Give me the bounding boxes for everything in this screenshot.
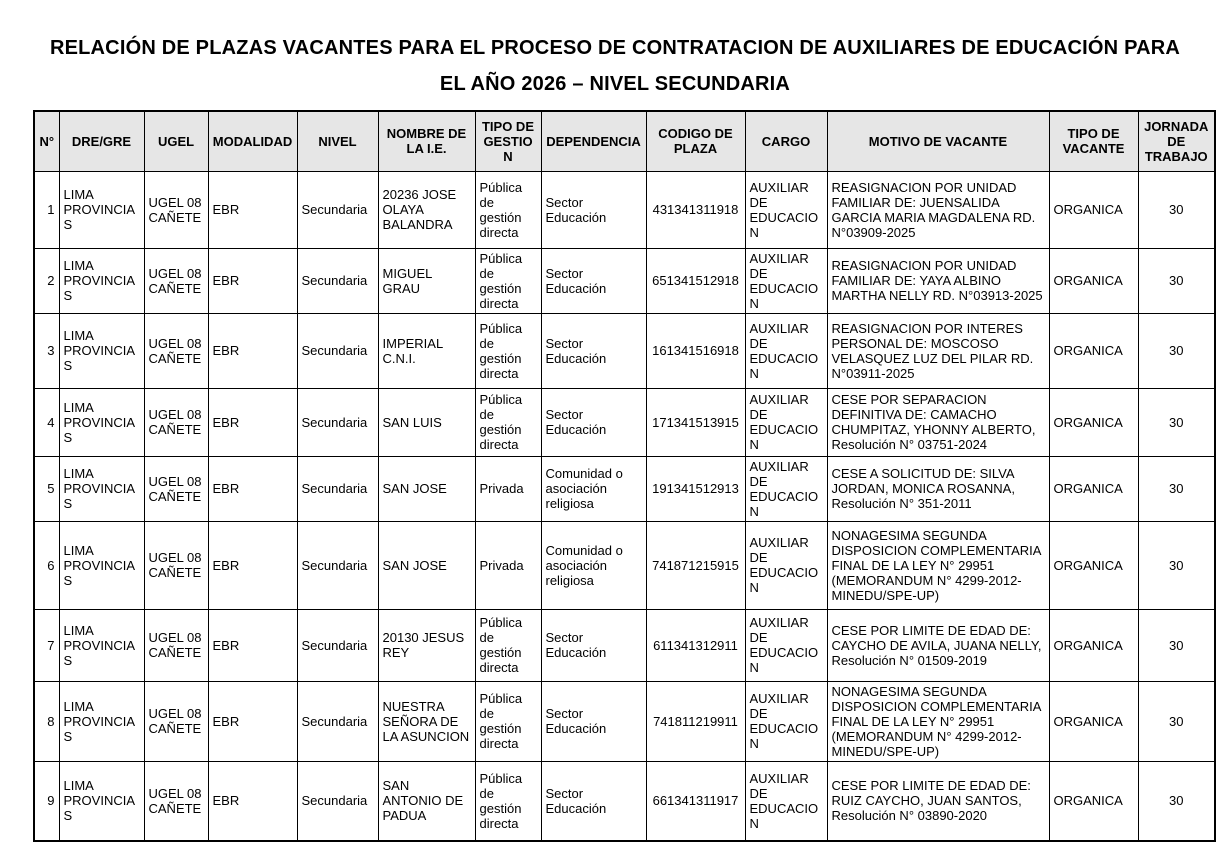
cell-modalidad: EBR <box>208 171 297 248</box>
cell-dependencia: Sector Educación <box>541 313 646 388</box>
cell-n: 8 <box>34 681 59 761</box>
cell-nivel: Secundaria <box>297 388 378 456</box>
vacancies-table <box>33 110 1216 842</box>
cell-codigo_plaza: 741811219911 <box>646 681 745 761</box>
cell-tipo_gestion: Pública de gestión directa <box>475 388 541 456</box>
cell-modalidad: EBR <box>208 388 297 456</box>
cell-modalidad: EBR <box>208 681 297 761</box>
cell-tipo_gestion: Privada <box>475 521 541 609</box>
cell-ugel: UGEL 08 CAÑETE <box>144 313 208 388</box>
cell-modalidad: EBR <box>208 761 297 841</box>
cell-cargo: AUXILIAR DE EDUCACION <box>745 248 827 313</box>
cell-codigo_plaza: 161341516918 <box>646 313 745 388</box>
table-row <box>34 171 1215 248</box>
cell-nombre_ie: 20236 JOSE OLAYA BALANDRA <box>378 171 475 248</box>
cell-dependencia: Sector Educación <box>541 388 646 456</box>
cell-codigo_plaza: 741871215915 <box>646 521 745 609</box>
cell-ugel: UGEL 08 CAÑETE <box>144 456 208 521</box>
cell-motivo_vacante: CESE POR LIMITE DE EDAD DE: CAYCHO DE AVILA, JUANA NELLY, Resolución N° 01509-2019 <box>827 609 1049 681</box>
cell-n: 6 <box>34 521 59 609</box>
table-row <box>34 248 1215 313</box>
cell-tipo_gestion: Pública de gestión directa <box>475 248 541 313</box>
cell-modalidad: EBR <box>208 456 297 521</box>
cell-tipo_vacante: ORGANICA <box>1049 456 1138 521</box>
cell-cargo: AUXILIAR DE EDUCACION <box>745 313 827 388</box>
cell-tipo_vacante: ORGANICA <box>1049 609 1138 681</box>
cell-ugel: UGEL 08 CAÑETE <box>144 248 208 313</box>
cell-tipo_gestion: Pública de gestión directa <box>475 171 541 248</box>
cell-nombre_ie: SAN JOSE <box>378 456 475 521</box>
cell-cargo: AUXILIAR DE EDUCACION <box>745 609 827 681</box>
cell-motivo_vacante: NONAGESIMA SEGUNDA DISPOSICION COMPLEMENTARIA FINAL DE LA LEY N° 29951 (MEMORANDUM N° 4299-2012-MINEDU/SPE-UP) <box>827 681 1049 761</box>
table-row <box>34 521 1215 609</box>
cell-modalidad: EBR <box>208 521 297 609</box>
column-header-tipo_gestion: TIPO DE GESTION <box>475 111 541 171</box>
cell-cargo: AUXILIAR DE EDUCACION <box>745 761 827 841</box>
cell-tipo_vacante: ORGANICA <box>1049 521 1138 609</box>
cell-nivel: Secundaria <box>297 761 378 841</box>
cell-jornada: 30 <box>1138 521 1215 609</box>
cell-n: 2 <box>34 248 59 313</box>
cell-codigo_plaza: 611341312911 <box>646 609 745 681</box>
table-row <box>34 609 1215 681</box>
cell-n: 9 <box>34 761 59 841</box>
column-header-motivo_vacante: MOTIVO DE VACANTE <box>827 111 1049 171</box>
cell-jornada: 30 <box>1138 761 1215 841</box>
table-row <box>34 313 1215 388</box>
cell-tipo_vacante: ORGANICA <box>1049 171 1138 248</box>
cell-ugel: UGEL 08 CAÑETE <box>144 388 208 456</box>
cell-dre_gre: LIMA PROVINCIAS <box>59 313 144 388</box>
cell-nivel: Secundaria <box>297 248 378 313</box>
cell-codigo_plaza: 661341311917 <box>646 761 745 841</box>
cell-dre_gre: LIMA PROVINCIAS <box>59 761 144 841</box>
cell-tipo_vacante: ORGANICA <box>1049 388 1138 456</box>
cell-tipo_vacante: ORGANICA <box>1049 761 1138 841</box>
cell-dependencia: Comunidad o asociación religiosa <box>541 456 646 521</box>
column-header-cargo: CARGO <box>745 111 827 171</box>
cell-nombre_ie: MIGUEL GRAU <box>378 248 475 313</box>
cell-dre_gre: LIMA PROVINCIAS <box>59 521 144 609</box>
cell-codigo_plaza: 431341311918 <box>646 171 745 248</box>
cell-nivel: Secundaria <box>297 313 378 388</box>
cell-modalidad: EBR <box>208 248 297 313</box>
cell-nombre_ie: 20130 JESUS REY <box>378 609 475 681</box>
cell-motivo_vacante: NONAGESIMA SEGUNDA DISPOSICION COMPLEMENTARIA FINAL DE LA LEY N° 29951 (MEMORANDUM N° 4299-2012-MINEDU/SPE-UP) <box>827 521 1049 609</box>
cell-dre_gre: LIMA PROVINCIAS <box>59 171 144 248</box>
cell-nombre_ie: NUESTRA SEÑORA DE LA ASUNCION <box>378 681 475 761</box>
column-header-dre_gre: DRE/GRE <box>59 111 144 171</box>
column-header-jornada: JORNADA DE TRABAJO <box>1138 111 1215 171</box>
cell-tipo_gestion: Pública de gestión directa <box>475 313 541 388</box>
cell-modalidad: EBR <box>208 609 297 681</box>
cell-n: 4 <box>34 388 59 456</box>
cell-codigo_plaza: 171341513915 <box>646 388 745 456</box>
cell-jornada: 30 <box>1138 388 1215 456</box>
table-row <box>34 681 1215 761</box>
cell-dre_gre: LIMA PROVINCIAS <box>59 609 144 681</box>
cell-ugel: UGEL 08 CAÑETE <box>144 521 208 609</box>
cell-dre_gre: LIMA PROVINCIAS <box>59 388 144 456</box>
table-row <box>34 761 1215 841</box>
cell-nivel: Secundaria <box>297 681 378 761</box>
column-header-modalidad: MODALIDAD <box>208 111 297 171</box>
cell-codigo_plaza: 651341512918 <box>646 248 745 313</box>
document-title: RELACIÓN DE PLAZAS VACANTES PARA EL PROCESO DE CONTRATACION DE AUXILIARES DE EDUCACIÓN PARA EL AÑO 2026 – NIVEL SECUNDARIA <box>49 37 1181 95</box>
cell-nivel: Secundaria <box>297 609 378 681</box>
column-header-dependencia: DEPENDENCIA <box>541 111 646 171</box>
cell-tipo_gestion: Pública de gestión directa <box>475 761 541 841</box>
table-row <box>34 456 1215 521</box>
cell-cargo: AUXILIAR DE EDUCACION <box>745 456 827 521</box>
cell-codigo_plaza: 191341512913 <box>646 456 745 521</box>
cell-motivo_vacante: REASIGNACION POR INTERES PERSONAL DE: MOSCOSO VELASQUEZ LUZ DEL PILAR RD. N°03911-2025 <box>827 313 1049 388</box>
cell-jornada: 30 <box>1138 171 1215 248</box>
cell-cargo: AUXILIAR DE EDUCACION <box>745 388 827 456</box>
cell-ugel: UGEL 08 CAÑETE <box>144 609 208 681</box>
cell-ugel: UGEL 08 CAÑETE <box>144 761 208 841</box>
cell-n: 5 <box>34 456 59 521</box>
cell-tipo_vacante: ORGANICA <box>1049 313 1138 388</box>
cell-nivel: Secundaria <box>297 456 378 521</box>
cell-ugel: UGEL 08 CAÑETE <box>144 171 208 248</box>
cell-dependencia: Sector Educación <box>541 761 646 841</box>
cell-ugel: UGEL 08 CAÑETE <box>144 681 208 761</box>
cell-n: 3 <box>34 313 59 388</box>
cell-nombre_ie: SAN JOSE <box>378 521 475 609</box>
cell-jornada: 30 <box>1138 456 1215 521</box>
cell-jornada: 30 <box>1138 313 1215 388</box>
column-header-nivel: NIVEL <box>297 111 378 171</box>
cell-motivo_vacante: CESE POR SEPARACION DEFINITIVA DE: CAMACHO CHUMPITAZ, YHONNY ALBERTO, Resolución N° 03751-2024 <box>827 388 1049 456</box>
cell-dre_gre: LIMA PROVINCIAS <box>59 681 144 761</box>
cell-dependencia: Sector Educación <box>541 248 646 313</box>
cell-motivo_vacante: CESE POR LIMITE DE EDAD DE: RUIZ CAYCHO, JUAN SANTOS, Resolución N° 03890-2020 <box>827 761 1049 841</box>
cell-tipo_vacante: ORGANICA <box>1049 248 1138 313</box>
cell-motivo_vacante: REASIGNACION POR UNIDAD FAMILIAR DE: JUENSALIDA GARCIA MARIA MAGDALENA RD. N°03909-2025 <box>827 171 1049 248</box>
cell-n: 1 <box>34 171 59 248</box>
cell-nivel: Secundaria <box>297 521 378 609</box>
cell-jornada: 30 <box>1138 609 1215 681</box>
cell-nombre_ie: IMPERIAL C.N.I. <box>378 313 475 388</box>
cell-dependencia: Sector Educación <box>541 171 646 248</box>
column-header-nombre_ie: NOMBRE DE LA I.E. <box>378 111 475 171</box>
cell-cargo: AUXILIAR DE EDUCACION <box>745 171 827 248</box>
column-header-ugel: UGEL <box>144 111 208 171</box>
table-row <box>34 388 1215 456</box>
cell-cargo: AUXILIAR DE EDUCACION <box>745 681 827 761</box>
table-body <box>34 171 1215 841</box>
cell-cargo: AUXILIAR DE EDUCACION <box>745 521 827 609</box>
table-header-row <box>34 111 1215 171</box>
cell-jornada: 30 <box>1138 681 1215 761</box>
cell-jornada: 30 <box>1138 248 1215 313</box>
cell-dre_gre: LIMA PROVINCIAS <box>59 248 144 313</box>
column-header-tipo_vacante: TIPO DE VACANTE <box>1049 111 1138 171</box>
cell-tipo_gestion: Privada <box>475 456 541 521</box>
cell-dependencia: Comunidad o asociación religiosa <box>541 521 646 609</box>
column-header-codigo_plaza: CODIGO DE PLAZA <box>646 111 745 171</box>
cell-nombre_ie: SAN ANTONIO DE PADUA <box>378 761 475 841</box>
cell-dependencia: Sector Educación <box>541 609 646 681</box>
cell-motivo_vacante: CESE A SOLICITUD DE: SILVA JORDAN, MONICA ROSANNA, Resolución N° 351-2011 <box>827 456 1049 521</box>
cell-tipo_vacante: ORGANICA <box>1049 681 1138 761</box>
cell-dre_gre: LIMA PROVINCIAS <box>59 456 144 521</box>
cell-n: 7 <box>34 609 59 681</box>
cell-nombre_ie: SAN LUIS <box>378 388 475 456</box>
column-header-n: N° <box>34 111 59 171</box>
cell-tipo_gestion: Pública de gestión directa <box>475 609 541 681</box>
cell-motivo_vacante: REASIGNACION POR UNIDAD FAMILIAR DE: YAYA ALBINO MARTHA NELLY RD. N°03913-2025 <box>827 248 1049 313</box>
cell-tipo_gestion: Pública de gestión directa <box>475 681 541 761</box>
cell-nivel: Secundaria <box>297 171 378 248</box>
cell-modalidad: EBR <box>208 313 297 388</box>
cell-dependencia: Sector Educación <box>541 681 646 761</box>
